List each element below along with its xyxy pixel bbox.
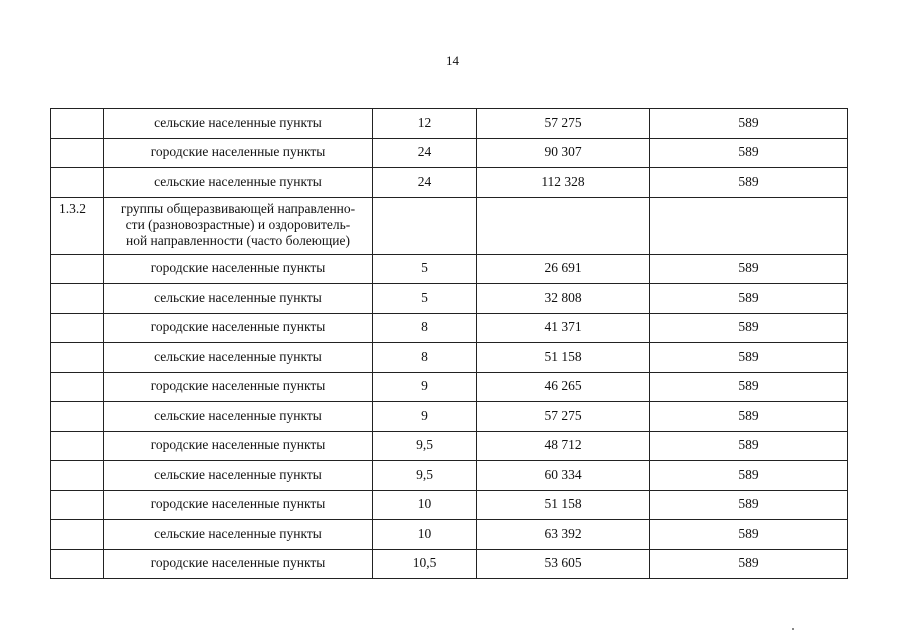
settlement-type: городские населенные пункты xyxy=(104,431,373,461)
value-b: 41 371 xyxy=(477,313,650,343)
value-a: 8 xyxy=(373,313,477,343)
table-row xyxy=(51,461,848,491)
value-b: 51 158 xyxy=(477,343,650,373)
value-a xyxy=(373,197,477,254)
table-row xyxy=(51,431,848,461)
row-number xyxy=(51,284,104,314)
settlement-type: сельские населенные пункты xyxy=(104,461,373,491)
value-b: 48 712 xyxy=(477,431,650,461)
value-a: 12 xyxy=(373,109,477,139)
value-b xyxy=(477,197,650,254)
section-title-line: ной направленности (часто болеющие) xyxy=(125,232,350,248)
table-row xyxy=(51,549,848,579)
scan-speck xyxy=(792,628,794,630)
value-b: 46 265 xyxy=(477,372,650,402)
table-row xyxy=(51,520,848,550)
settlement-type: сельские населенные пункты xyxy=(104,402,373,432)
table-row xyxy=(51,109,848,139)
settlement-type: сельские населенные пункты xyxy=(104,168,373,198)
section-title xyxy=(104,197,373,254)
settlement-type: сельские населенные пункты xyxy=(104,109,373,139)
value-c: 589 xyxy=(650,520,848,550)
tariff-table xyxy=(50,108,848,579)
settlement-type: городские населенные пункты xyxy=(104,254,373,284)
value-c: 589 xyxy=(650,284,848,314)
value-a: 9 xyxy=(373,402,477,432)
value-a: 24 xyxy=(373,168,477,198)
row-number xyxy=(51,549,104,579)
table-row xyxy=(51,343,848,373)
value-b: 90 307 xyxy=(477,138,650,168)
settlement-type: городские населенные пункты xyxy=(104,138,373,168)
table-row xyxy=(51,490,848,520)
settlement-type: городские населенные пункты xyxy=(104,490,373,520)
value-c xyxy=(650,197,848,254)
value-b: 63 392 xyxy=(477,520,650,550)
value-a: 9,5 xyxy=(373,461,477,491)
value-a: 10,5 xyxy=(373,549,477,579)
section-title-line: сти (разновозрастные) и оздоровитель- xyxy=(125,216,351,232)
row-number xyxy=(51,109,104,139)
row-number xyxy=(51,461,104,491)
table-row xyxy=(51,402,848,432)
value-b: 60 334 xyxy=(477,461,650,491)
value-c: 589 xyxy=(650,343,848,373)
value-c: 589 xyxy=(650,313,848,343)
table-row xyxy=(51,372,848,402)
settlement-type: сельские населенные пункты xyxy=(104,520,373,550)
value-c: 589 xyxy=(650,490,848,520)
table-row xyxy=(51,254,848,284)
row-number xyxy=(51,520,104,550)
table-row xyxy=(51,138,848,168)
value-a: 10 xyxy=(373,520,477,550)
value-b: 57 275 xyxy=(477,402,650,432)
value-b: 53 605 xyxy=(477,549,650,579)
section-number: 1.3.2 xyxy=(51,197,104,254)
value-c: 589 xyxy=(650,402,848,432)
value-b: 51 158 xyxy=(477,490,650,520)
value-c: 589 xyxy=(650,109,848,139)
row-number xyxy=(51,343,104,373)
value-c: 589 xyxy=(650,138,848,168)
table-row xyxy=(51,168,848,198)
row-number xyxy=(51,490,104,520)
row-number xyxy=(51,372,104,402)
value-c: 589 xyxy=(650,461,848,491)
value-c: 589 xyxy=(650,431,848,461)
section-title-line: группы общеразвивающей направленно- xyxy=(120,200,356,216)
settlement-type: городские населенные пункты xyxy=(104,313,373,343)
value-b: 112 328 xyxy=(477,168,650,198)
value-a: 9,5 xyxy=(373,431,477,461)
table-row xyxy=(51,313,848,343)
row-number xyxy=(51,431,104,461)
value-c: 589 xyxy=(650,549,848,579)
value-b: 57 275 xyxy=(477,109,650,139)
value-a: 10 xyxy=(373,490,477,520)
page-number: 14 xyxy=(446,53,459,68)
value-a: 9 xyxy=(373,372,477,402)
settlement-type: сельские населенные пункты xyxy=(104,284,373,314)
value-b: 26 691 xyxy=(477,254,650,284)
section-header-row xyxy=(51,197,848,254)
value-a: 5 xyxy=(373,254,477,284)
value-b: 32 808 xyxy=(477,284,650,314)
value-a: 24 xyxy=(373,138,477,168)
table-row xyxy=(51,284,848,314)
value-c: 589 xyxy=(650,254,848,284)
value-c: 589 xyxy=(650,372,848,402)
row-number xyxy=(51,168,104,198)
value-a: 8 xyxy=(373,343,477,373)
row-number xyxy=(51,313,104,343)
value-a: 5 xyxy=(373,284,477,314)
row-number xyxy=(51,254,104,284)
settlement-type: городские населенные пункты xyxy=(104,372,373,402)
settlement-type: городские населенные пункты xyxy=(104,549,373,579)
row-number xyxy=(51,402,104,432)
row-number xyxy=(51,138,104,168)
settlement-type: сельские населенные пункты xyxy=(104,343,373,373)
value-c: 589 xyxy=(650,168,848,198)
